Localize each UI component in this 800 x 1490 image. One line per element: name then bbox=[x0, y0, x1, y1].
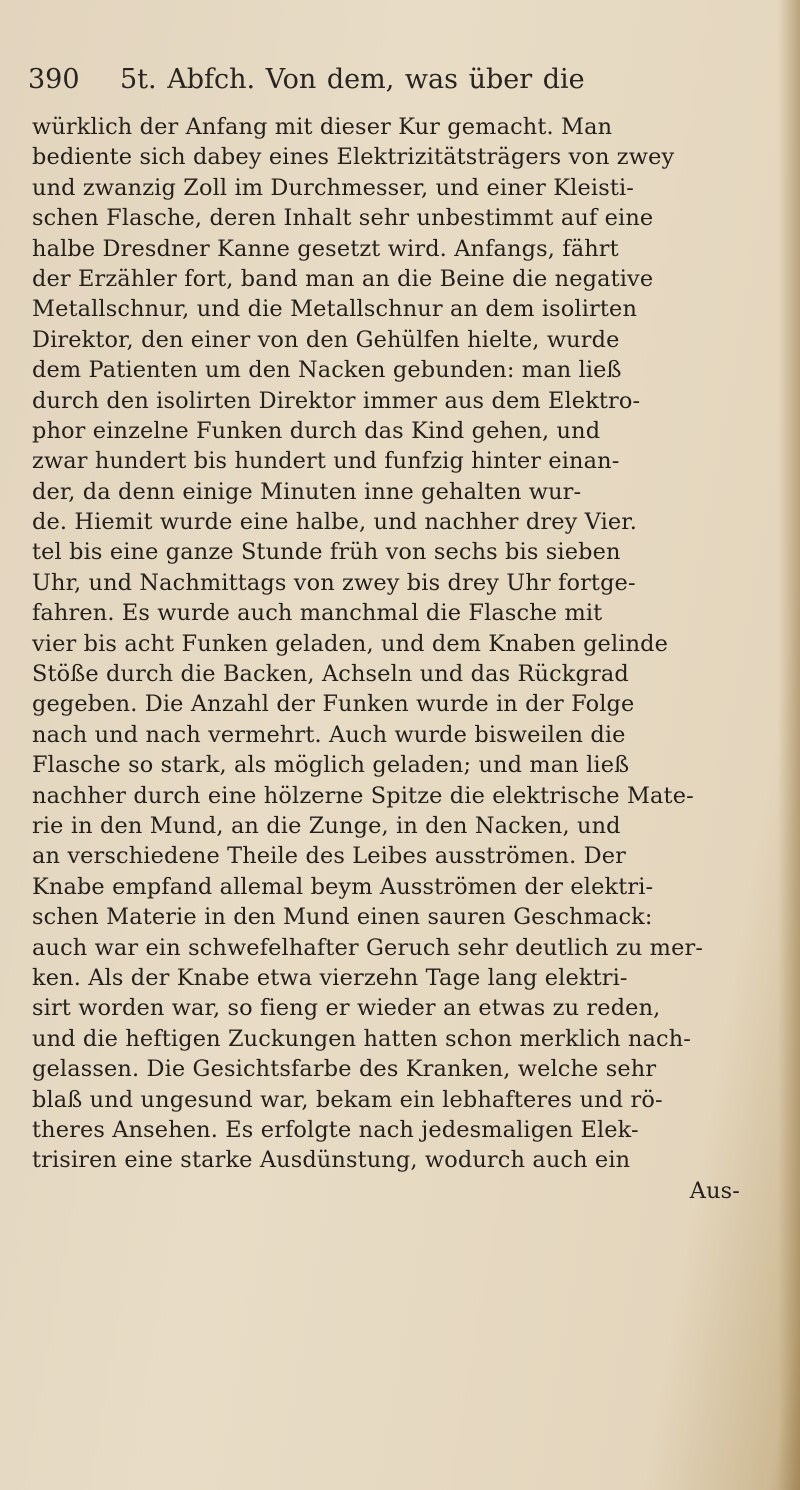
page-header bbox=[28, 64, 758, 104]
text-line: Uhr, und Nachmittags von zwey bis drey Uhr fortge- bbox=[32, 569, 636, 596]
text-line: der Erzähler fort, band man an die Beine die negative bbox=[32, 265, 654, 292]
text-line: und die heftigen Zuckungen hatten schon merklich nach- bbox=[32, 1025, 692, 1052]
text-line: der, da denn einige Minuten inne gehalten wur- bbox=[32, 478, 582, 505]
text-line: an verschiedene Theile des Leibes ausströmen. Der bbox=[32, 843, 627, 870]
text-line: theres Ansehen. Es erfolgte nach jedesmaligen Elek- bbox=[32, 1116, 639, 1143]
catchword: Aus- bbox=[689, 1177, 740, 1204]
text-line: gegeben. Die Anzahl der Funken wurde in der Folge bbox=[32, 691, 635, 718]
text-line: Flasche so stark, als möglich geladen; und man ließ bbox=[32, 752, 630, 779]
text-line: rie in den Mund, an die Zunge, in den Nacken, und bbox=[32, 812, 621, 839]
text-line: ken. Als der Knabe etwa vierzehn Tage lang elektri- bbox=[32, 964, 628, 991]
text-line: schen Flasche, deren Inhalt sehr unbestimmt auf eine bbox=[32, 205, 654, 232]
text-line: und zwanzig Zoll im Durchmesser, und einer Kleisti- bbox=[32, 174, 635, 201]
text-line: Direktor, den einer von den Gehülfen hielte, wurde bbox=[32, 326, 620, 353]
page-number: 390 bbox=[28, 64, 80, 95]
text-line: phor einzelne Funken durch das Kind gehen, und bbox=[32, 417, 601, 444]
text-line: blaß und ungesund war, bekam ein lebhafteres und rö- bbox=[32, 1086, 663, 1113]
text-line: durch den isolirten Direktor immer aus dem Elektro- bbox=[32, 387, 641, 414]
body-text bbox=[32, 112, 780, 1206]
text-line: auch war ein schwefelhafter Geruch sehr deutlich zu mer- bbox=[32, 934, 704, 961]
text-line: sirt worden war, so fieng er wieder an etwas zu reden, bbox=[32, 995, 661, 1022]
text-line: tel bis eine ganze Stunde früh von sechs bis sieben bbox=[32, 539, 621, 566]
text-line: gelassen. Die Gesichtsfarbe des Kranken, welche sehr bbox=[32, 1056, 657, 1083]
text-line: schen Materie in den Mund einen sauren Geschmack: bbox=[32, 904, 653, 931]
text-line: de. Hiemit wurde eine halbe, und nachher drey Vier. bbox=[32, 509, 637, 536]
text-line: Knabe empfand allemal beym Ausströmen der elektri- bbox=[32, 873, 654, 900]
text-line: zwar hundert bis hundert und funfzig hinter einan- bbox=[32, 448, 620, 475]
text-line: dem Patienten um den Nacken gebunden: man ließ bbox=[32, 357, 622, 384]
text-line: halbe Dresdner Kanne gesetzt wird. Anfangs, fährt bbox=[32, 235, 619, 262]
text-line: trisiren eine starke Ausdünstung, wodurch auch ein bbox=[32, 1147, 631, 1174]
text-line: bediente sich dabey eines Elektrizitätsträgers von zwey bbox=[32, 144, 675, 171]
text-line: nach und nach vermehrt. Auch wurde bisweilen die bbox=[32, 721, 626, 748]
text-line: fahren. Es wurde auch manchmal die Flasche mit bbox=[32, 600, 603, 627]
text-line: Metallschnur, und die Metallschnur an dem isolirten bbox=[32, 296, 638, 323]
running-head: 5t. Abfch. Von dem, was über die bbox=[120, 64, 585, 95]
page-edge-shadow bbox=[778, 0, 800, 1490]
text-line: nachher durch eine hölzerne Spitze die elektrische Mate- bbox=[32, 782, 694, 809]
text-line: würklich der Anfang mit dieser Kur gemacht. Man bbox=[32, 114, 613, 140]
text-line: Stöße durch die Backen, Achseln und das Rückgrad bbox=[32, 661, 629, 688]
text-line: vier bis acht Funken geladen, und dem Knaben gelinde bbox=[32, 630, 669, 657]
